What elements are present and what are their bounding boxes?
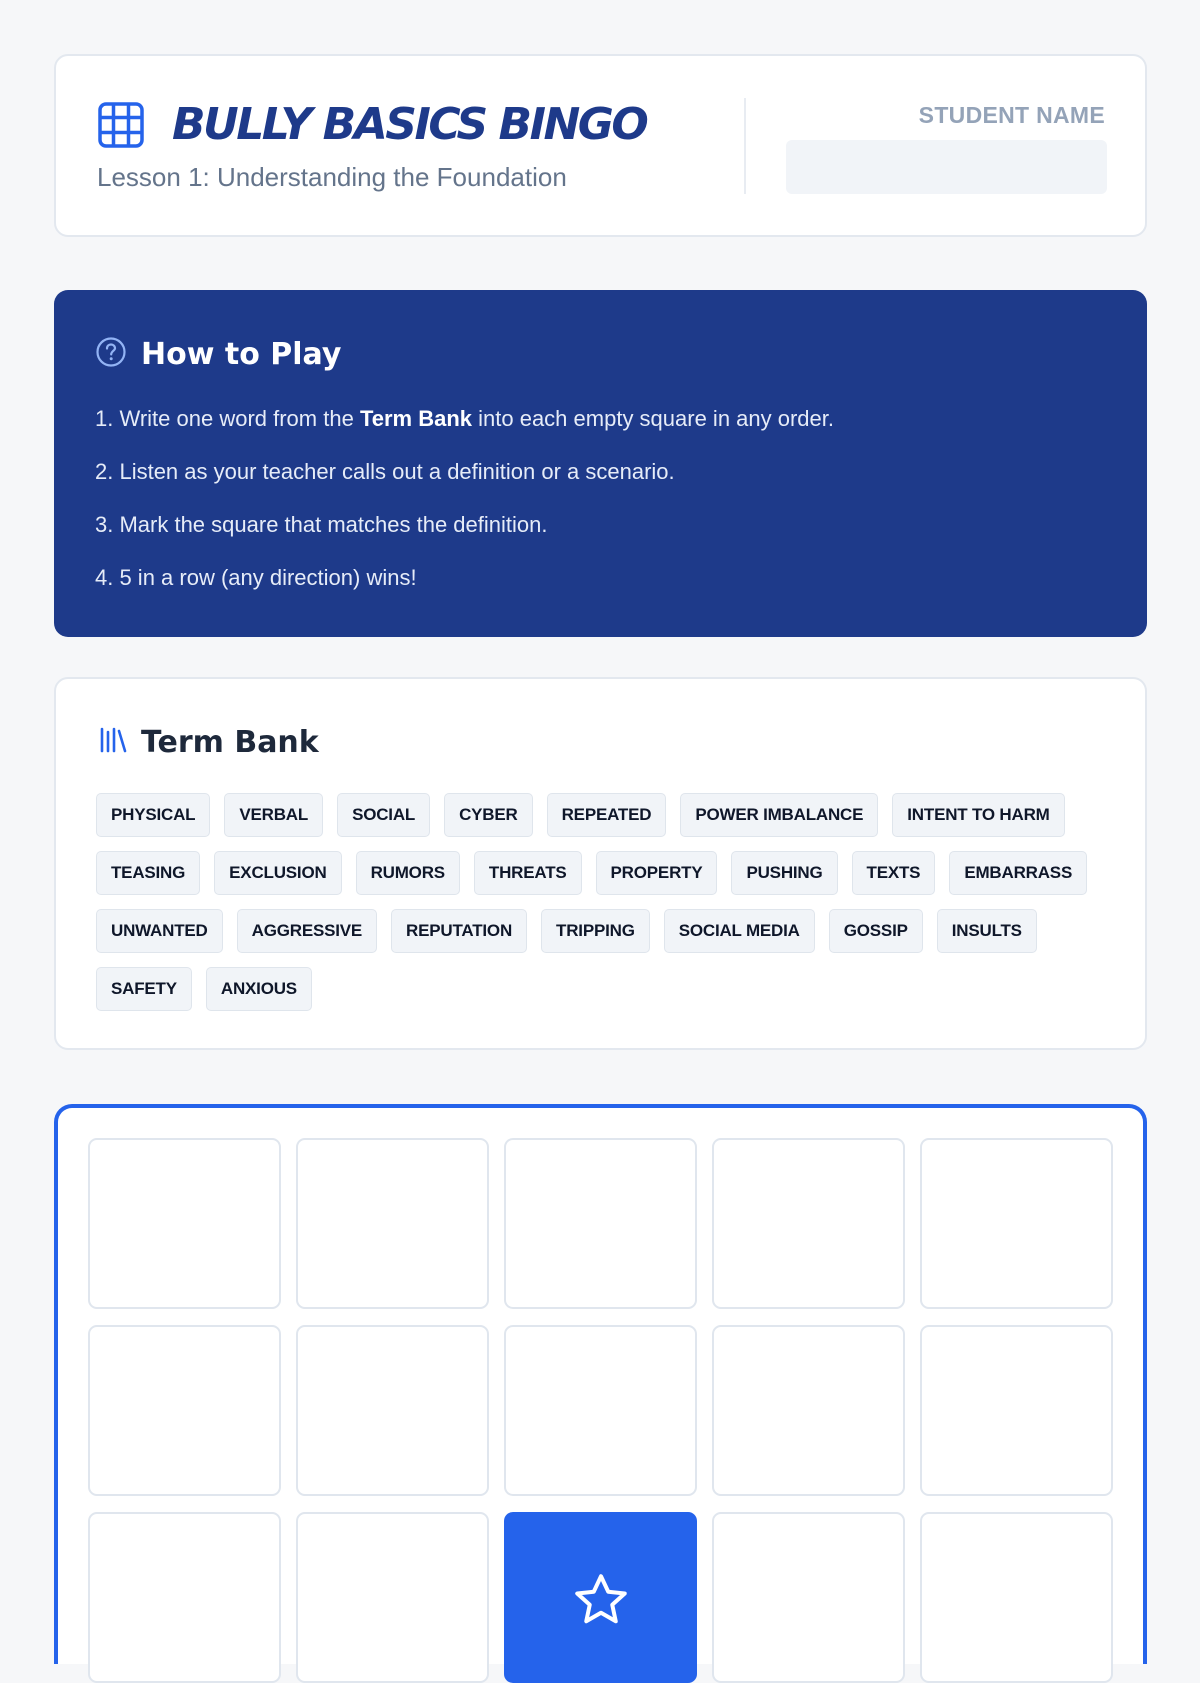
instruction-step: 4. 5 in a row (any direction) wins! — [95, 565, 417, 590]
help-circle-icon — [95, 336, 127, 373]
term-chip[interactable]: PUSHING — [731, 851, 837, 895]
header-divider — [744, 98, 746, 194]
term-chip[interactable]: SOCIAL MEDIA — [664, 909, 815, 953]
term-chip[interactable]: EMBARRASS — [949, 851, 1087, 895]
how-to-play-title: How to Play — [141, 337, 342, 372]
term-chip[interactable]: INTENT TO HARM — [892, 793, 1064, 837]
instruction-step: 1. Write one word from the Term Bank into each empty square in any order. — [95, 406, 835, 431]
bingo-cell[interactable] — [504, 1138, 697, 1309]
instruction-step: 2. Listen as your teacher calls out a definition or a scenario. — [95, 459, 675, 484]
brand — [98, 99, 647, 150]
bingo-cell[interactable] — [88, 1325, 281, 1496]
instruction-step: 3. Mark the square that matches the definition. — [95, 512, 548, 537]
bingo-cell[interactable] — [504, 1325, 697, 1496]
bingo-cell[interactable] — [712, 1325, 905, 1496]
bingo-cell[interactable] — [920, 1512, 1113, 1683]
free-space-cell[interactable] — [504, 1512, 697, 1683]
bingo-cell[interactable] — [296, 1138, 489, 1309]
bingo-cell[interactable] — [296, 1325, 489, 1496]
how-to-play-panel — [54, 290, 1147, 637]
student-name-input[interactable] — [786, 140, 1107, 194]
term-bank-title: Term Bank — [141, 725, 319, 760]
instructions-list — [95, 392, 834, 604]
bingo-cell[interactable] — [88, 1138, 281, 1309]
term-chip[interactable]: PROPERTY — [596, 851, 718, 895]
bingo-cell[interactable] — [920, 1325, 1113, 1496]
bingo-cell[interactable] — [712, 1138, 905, 1309]
term-chip[interactable]: SOCIAL — [337, 793, 430, 837]
star-icon — [571, 1570, 631, 1635]
term-chip[interactable]: VERBAL — [224, 793, 323, 837]
term-bank-card — [54, 677, 1147, 1050]
lesson-subtitle: Lesson 1: Understanding the Foundation — [97, 162, 567, 192]
term-chip[interactable]: INSULTS — [937, 909, 1037, 953]
term-chip[interactable]: ANXIOUS — [206, 967, 312, 1011]
term-chip[interactable]: TRIPPING — [541, 909, 650, 953]
term-chip[interactable]: REPEATED — [547, 793, 667, 837]
bingo-grid — [88, 1138, 1113, 1683]
library-icon — [97, 725, 127, 760]
bingo-cell[interactable] — [296, 1512, 489, 1683]
student-name-label: STUDENT NAME — [918, 102, 1105, 128]
bingo-cell[interactable] — [88, 1512, 281, 1683]
term-chip[interactable]: PHYSICAL — [96, 793, 210, 837]
term-chip[interactable]: THREATS — [474, 851, 582, 895]
term-chip[interactable]: EXCLUSION — [214, 851, 341, 895]
term-chip[interactable]: TEXTS — [852, 851, 936, 895]
bingo-board — [54, 1104, 1147, 1664]
term-bank-reference: Term Bank — [359, 406, 473, 431]
grid-icon — [98, 102, 144, 148]
term-bank-header — [97, 725, 319, 760]
term-chip[interactable]: UNWANTED — [96, 909, 223, 953]
term-chip[interactable]: RUMORS — [356, 851, 460, 895]
how-to-play-header — [95, 336, 341, 373]
term-chip[interactable]: CYBER — [444, 793, 533, 837]
header-card — [54, 54, 1147, 237]
bingo-cell[interactable] — [712, 1512, 905, 1683]
term-chip-list — [96, 793, 1116, 1011]
term-chip[interactable]: REPUTATION — [391, 909, 527, 953]
page-title: BULLY BASICS BINGO — [172, 99, 647, 150]
term-chip[interactable]: AGGRESSIVE — [237, 909, 377, 953]
term-chip[interactable]: POWER IMBALANCE — [680, 793, 878, 837]
term-chip[interactable]: GOSSIP — [829, 909, 923, 953]
bingo-cell[interactable] — [920, 1138, 1113, 1309]
term-chip[interactable]: SAFETY — [96, 967, 192, 1011]
term-chip[interactable]: TEASING — [96, 851, 200, 895]
